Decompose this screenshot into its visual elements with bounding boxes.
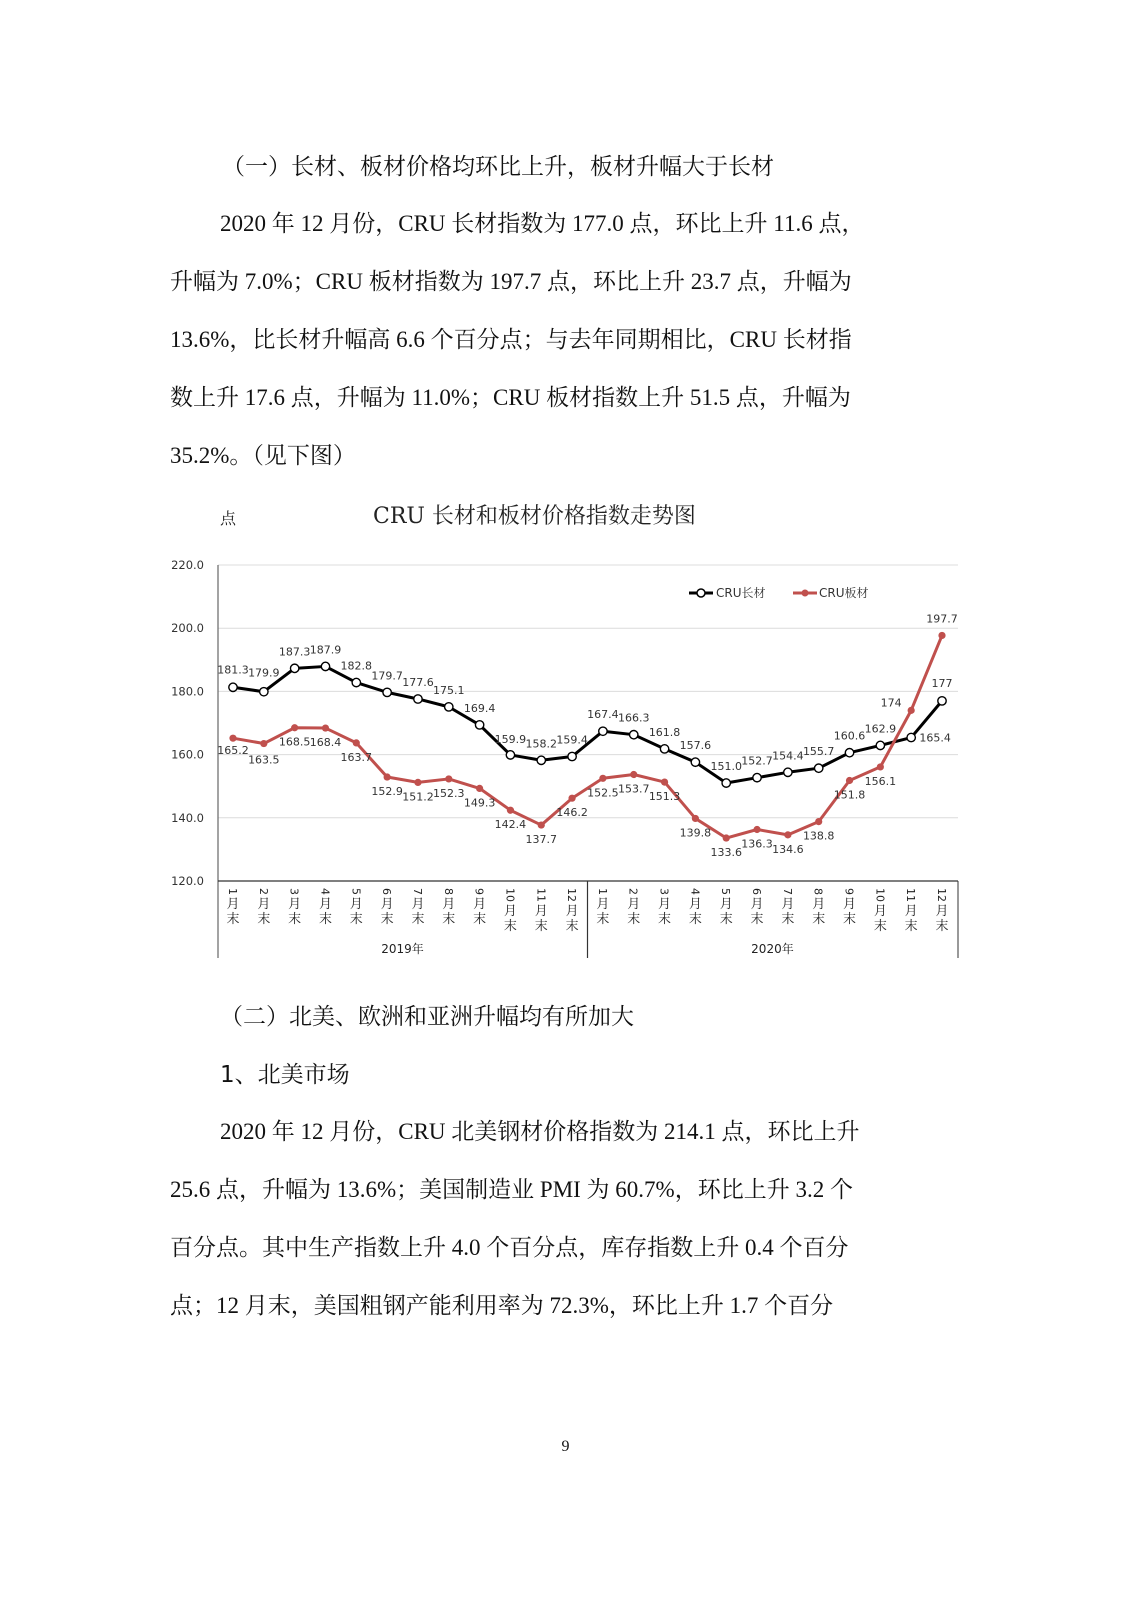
- data-label: 166.3: [617, 711, 650, 725]
- x-tick-char: 末: [688, 912, 702, 927]
- data-label: 158.2: [525, 737, 558, 751]
- data-label: 151.3: [648, 790, 681, 804]
- x-tick-char: 末: [411, 912, 425, 927]
- x-tick-char: 月: [596, 897, 610, 912]
- data-label: 187.3: [278, 645, 311, 659]
- data-point: [383, 688, 391, 696]
- data-label: 156.1: [864, 774, 897, 788]
- x-tick-char: 末: [442, 912, 456, 927]
- data-point: [630, 771, 637, 778]
- data-point: [877, 763, 884, 770]
- data-label: 169.4: [463, 701, 496, 715]
- data-point: [907, 733, 915, 741]
- x-tick-char: 月: [719, 897, 733, 912]
- x-tick-char: 月: [318, 897, 332, 912]
- x-tick-label: [812, 888, 826, 927]
- section-heading-1: （一）长材、板材价格均环比上升，板材升幅大于长材: [222, 154, 774, 180]
- x-tick-number: 5: [349, 888, 363, 895]
- data-point: [260, 688, 268, 696]
- data-label: 137.7: [525, 833, 558, 847]
- data-label: 163.5: [248, 753, 280, 767]
- x-tick-char: 末: [812, 912, 826, 927]
- data-label: 152.7: [741, 754, 773, 768]
- data-label: 157.6: [679, 739, 712, 753]
- x-tick-number: 1: [595, 888, 609, 895]
- x-tick-char: 月: [226, 897, 240, 912]
- data-label: 149.3: [463, 796, 496, 810]
- legend-label-flat: CRU板材: [819, 586, 869, 600]
- group-label: 2020年: [751, 942, 794, 956]
- legend-label-long: CRU长材: [716, 586, 766, 600]
- x-tick-char: 月: [627, 897, 641, 912]
- x-tick-number: 6: [380, 888, 394, 895]
- y-tick-label: 200.0: [171, 621, 204, 636]
- x-tick-label: [380, 888, 394, 927]
- x-tick-number: 4: [688, 888, 702, 895]
- x-tick-label: [411, 888, 425, 927]
- x-tick-char: 月: [380, 897, 394, 912]
- x-tick-number: 5: [719, 888, 733, 895]
- x-tick-char: 月: [349, 897, 363, 912]
- x-tick-number: 12: [565, 888, 579, 902]
- data-label: 152.9: [371, 785, 403, 799]
- x-tick-label: [565, 888, 579, 934]
- x-tick-number: 10: [873, 888, 887, 902]
- paragraph-line: 13.6%，比长材升幅高 6.6 个百分点；与去年同期相比，CRU 长材指: [170, 327, 852, 352]
- paragraph-line: 点；12 月末，美国粗钢产能利用率为 72.3%，环比上升 1.7 个百分: [170, 1293, 834, 1318]
- x-tick-char: 末: [349, 912, 363, 927]
- x-tick-number: 8: [811, 888, 825, 895]
- x-tick-char: 末: [781, 912, 795, 927]
- paragraph-2: [170, 1103, 960, 1335]
- group-label: 2019年: [381, 942, 424, 956]
- x-tick-label: [904, 888, 918, 934]
- x-tick-label: [257, 888, 271, 927]
- data-label: 153.7: [617, 782, 650, 796]
- subsection-heading: 1、北美市场: [220, 1062, 350, 1088]
- data-label: 163.7: [340, 750, 373, 764]
- y-tick-labels: [171, 558, 204, 888]
- y-tick-label: 180.0: [171, 684, 204, 699]
- data-point: [784, 831, 791, 838]
- x-tick-label: [349, 888, 363, 927]
- data-point: [445, 703, 453, 711]
- x-tick-char: 月: [873, 904, 887, 919]
- data-point: [352, 678, 360, 686]
- data-label: 146.2: [556, 806, 588, 820]
- x-tick-char: 月: [411, 897, 425, 912]
- x-tick-label: [596, 888, 610, 927]
- x-tick-number: 2: [626, 888, 640, 895]
- data-point: [876, 741, 884, 749]
- paragraph-line: 升幅为 7.0%；CRU 板材指数为 197.7 点，环比上升 23.7 点，升幅为: [170, 269, 852, 294]
- data-label: 142.4: [494, 818, 527, 832]
- page-number: 9: [561, 1438, 570, 1455]
- data-point: [321, 662, 329, 670]
- data-point: [599, 727, 607, 735]
- paragraph-line: 35.2%。（见下图）: [170, 443, 356, 468]
- data-label: 162.9: [864, 722, 897, 736]
- x-tick-label: [750, 888, 764, 927]
- x-tick-char: 月: [288, 897, 302, 912]
- x-tick-char: 月: [442, 897, 456, 912]
- x-tick-char: 月: [257, 897, 271, 912]
- x-tick-char: 末: [627, 912, 641, 927]
- data-point: [290, 664, 298, 672]
- x-tick-label: [658, 888, 672, 927]
- x-tick-number: 11: [534, 888, 548, 902]
- x-tick-label: [288, 888, 302, 927]
- data-label: 151.0: [710, 760, 742, 774]
- x-tick-char: 月: [935, 904, 949, 919]
- x-tick-label: [534, 888, 548, 934]
- x-tick-label: [226, 888, 240, 927]
- data-label: 133.6: [710, 846, 742, 860]
- x-tick-char: 末: [288, 912, 302, 927]
- paragraph-line: 数上升 17.6 点，升幅为 11.0%；CRU 板材指数上升 51.5 点，升幅为: [170, 385, 851, 410]
- x-tick-char: 末: [380, 912, 394, 927]
- x-tick-label: [719, 888, 733, 927]
- x-tick-number: 8: [441, 888, 455, 895]
- data-point: [260, 740, 267, 747]
- data-label: 175.1: [433, 683, 465, 697]
- data-point: [229, 735, 236, 742]
- data-label: 136.3: [741, 837, 773, 851]
- x-tick-char: 月: [534, 904, 548, 919]
- x-tick-char: 月: [503, 904, 517, 919]
- series-long-products: [217, 643, 952, 787]
- data-label: 155.7: [802, 745, 835, 759]
- data-label: 168.5: [278, 735, 311, 749]
- x-tick-label: [318, 888, 332, 927]
- data-point: [414, 779, 421, 786]
- data-point: [784, 768, 792, 776]
- data-label: 168.4: [309, 736, 342, 750]
- data-point: [630, 730, 638, 738]
- data-point: [291, 724, 298, 731]
- data-point: [507, 807, 514, 814]
- x-tick-label: [473, 888, 487, 927]
- data-point: [445, 775, 452, 782]
- x-tick-number: 2: [256, 888, 270, 895]
- x-tick-char: 末: [719, 912, 733, 927]
- y-tick-label: 220.0: [171, 558, 204, 572]
- x-tick-number: 9: [842, 888, 856, 895]
- data-point: [692, 815, 699, 822]
- x-tick-char: 末: [935, 919, 949, 934]
- data-label: 181.3: [217, 663, 249, 677]
- data-point: [506, 751, 514, 759]
- data-label: 160.6: [833, 729, 866, 743]
- data-point: [538, 821, 545, 828]
- x-tick-label: [935, 888, 949, 934]
- x-tick-number: 4: [318, 888, 332, 895]
- data-label: 174: [880, 696, 902, 710]
- x-tick-char: 末: [473, 912, 487, 927]
- data-label: 154.4: [772, 749, 804, 763]
- x-tick-char: 末: [226, 912, 240, 927]
- x-tick-number: 3: [287, 888, 301, 895]
- chart-title: CRU 长材和板材价格指数走势图: [373, 504, 696, 529]
- x-tick-char: 末: [565, 919, 579, 934]
- data-label: 179.9: [248, 666, 280, 680]
- x-tick-char: 月: [565, 904, 579, 919]
- x-tick-number: 12: [935, 888, 948, 902]
- x-tick-char: 月: [812, 897, 826, 912]
- x-tick-label: [781, 888, 795, 927]
- legend-marker-long: [697, 589, 705, 597]
- x-tick-char: 月: [904, 904, 918, 919]
- x-tick-label: [873, 888, 887, 934]
- section-heading-2: （二）北美、欧洲和亚洲升幅均有所加大: [220, 1004, 634, 1030]
- data-label: 187.9: [309, 643, 342, 657]
- data-point: [414, 695, 422, 703]
- data-point: [846, 777, 853, 784]
- series-layer: [217, 612, 958, 859]
- data-label: 197.7: [926, 612, 958, 626]
- data-label: 177.6: [402, 675, 434, 689]
- y-tick-label: 140.0: [171, 810, 204, 825]
- x-tick-char: 末: [257, 912, 271, 927]
- x-tick-char: 月: [658, 897, 672, 912]
- x-tick-label: [503, 888, 517, 934]
- y-tick-label: 160.0: [171, 747, 204, 762]
- legend-marker-flat: [802, 590, 809, 597]
- data-label: 159.4: [556, 733, 588, 747]
- chart-ylabel: 点: [220, 509, 237, 528]
- x-tick-number: 6: [750, 888, 764, 895]
- data-label: 159.9: [494, 732, 527, 746]
- paragraph-line: 2020 年 12 月份，CRU 北美钢材价格指数为 214.1 点，环比上升: [220, 1119, 860, 1144]
- data-point: [691, 758, 699, 766]
- data-label: 152.5: [587, 786, 619, 800]
- data-point: [537, 756, 545, 764]
- paragraph-line: 25.6 点，升幅为 13.6%；美国制造业 PMI 为 60.7%，环比上升 3.2 个: [170, 1177, 853, 1202]
- data-label: 177: [931, 676, 953, 690]
- data-point: [845, 749, 853, 757]
- x-tick-char: 末: [750, 912, 764, 927]
- data-point: [938, 632, 945, 639]
- x-tick-char: 月: [750, 897, 764, 912]
- x-tick-char: 末: [318, 912, 332, 927]
- data-label: 138.8: [802, 829, 835, 843]
- data-point: [938, 697, 946, 705]
- data-point: [599, 775, 606, 782]
- x-tick-number: 7: [780, 888, 794, 895]
- x-tick-label: [627, 888, 641, 927]
- data-label: 165.2: [217, 744, 249, 758]
- data-point: [908, 707, 915, 714]
- x-tick-char: 末: [904, 919, 918, 934]
- x-tick-number: 10: [503, 888, 517, 902]
- paragraph-line: 百分点。其中生产指数上升 4.0 个百分点，库存指数上升 0.4 个百分: [170, 1235, 849, 1260]
- data-point: [660, 745, 668, 753]
- data-point: [814, 764, 822, 772]
- data-label: 151.2: [402, 790, 434, 804]
- y-tick-label: 120.0: [171, 874, 204, 888]
- data-point: [723, 834, 730, 841]
- x-tick-char: 月: [473, 897, 487, 912]
- data-point: [753, 773, 761, 781]
- x-tick-char: 末: [503, 919, 517, 934]
- data-point: [568, 752, 576, 760]
- data-point: [722, 779, 730, 787]
- data-point: [568, 795, 575, 802]
- legend: [689, 585, 869, 600]
- x-tick-label: [843, 888, 857, 927]
- x-tick-char: 末: [873, 919, 887, 934]
- x-tick-char: 月: [781, 897, 795, 912]
- data-label: 182.8: [340, 659, 373, 673]
- x-tick-char: 末: [534, 919, 548, 934]
- x-tick-number: 7: [410, 888, 424, 895]
- x-tick-char: 末: [596, 912, 610, 927]
- x-tick-label: [442, 888, 456, 927]
- x-tick-label: [688, 888, 702, 927]
- data-point: [475, 721, 483, 729]
- data-label: 167.4: [587, 708, 619, 722]
- x-tick-char: 末: [658, 912, 672, 927]
- x-tick-number: 3: [657, 888, 671, 895]
- x-tick-number: 11: [904, 888, 918, 902]
- paragraph-line: 2020 年 12 月份，CRU 长材指数为 177.0 点，环比上升 11.6 点，: [220, 211, 865, 236]
- data-point: [229, 683, 237, 691]
- data-point: [661, 778, 668, 785]
- data-label: 179.7: [371, 669, 403, 683]
- x-tick-number: 9: [472, 888, 486, 895]
- data-point: [753, 826, 760, 833]
- x-tick-char: 月: [843, 897, 857, 912]
- data-point: [353, 739, 360, 746]
- data-label: 165.4: [919, 731, 951, 745]
- data-point: [384, 773, 391, 780]
- data-point: [322, 724, 329, 731]
- series-line: [233, 666, 942, 783]
- data-label: 134.6: [772, 842, 804, 856]
- data-label: 151.8: [833, 788, 866, 802]
- data-label: 161.8: [648, 725, 681, 739]
- data-label: 139.8: [679, 826, 712, 840]
- data-label: 152.3: [433, 786, 465, 800]
- x-tick-char: 末: [843, 912, 857, 927]
- data-point: [476, 785, 483, 792]
- data-point: [815, 818, 822, 825]
- x-tick-char: 月: [688, 897, 702, 912]
- x-tick-number: 1: [226, 888, 239, 895]
